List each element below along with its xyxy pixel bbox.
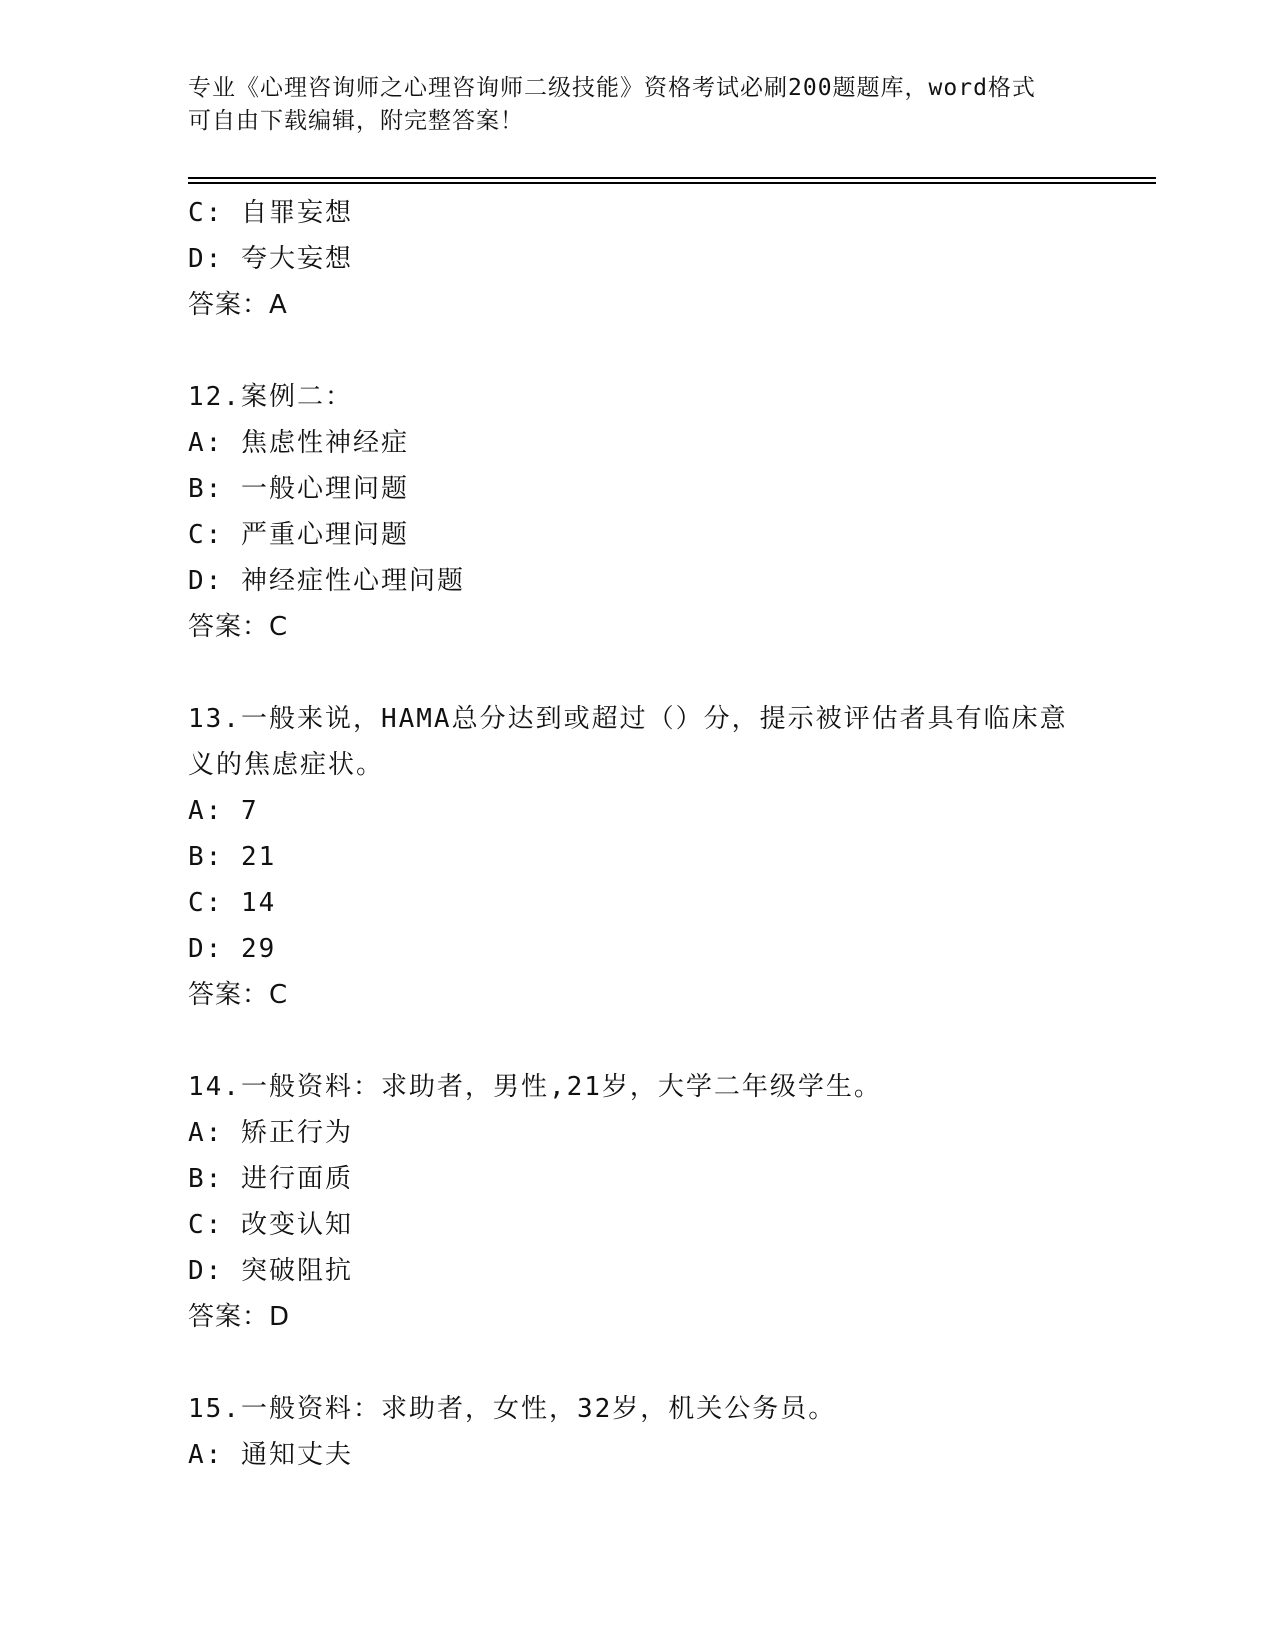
- question-13-stem-cont: 义的焦虑症状。: [188, 750, 385, 780]
- question-14-stem: 14.一般资料：求助者，男性,21岁，大学二年级学生。: [188, 1072, 882, 1102]
- answer-line: 答案：D: [188, 1302, 291, 1332]
- option-a: A: 矫正行为: [188, 1118, 353, 1148]
- answer-line: 答案：C: [188, 980, 289, 1010]
- spacer: [188, 650, 1088, 696]
- header-divider-top: [188, 177, 1156, 179]
- option-b: B: 21: [188, 842, 277, 872]
- option-b: B: 进行面质: [188, 1164, 353, 1194]
- answer-line: 答案：A: [188, 290, 288, 320]
- header-line-2: 可自由下载编辑，附完整答案！: [188, 108, 524, 134]
- spacer: [188, 328, 1088, 374]
- spacer: [188, 1018, 1088, 1064]
- option-c: C: 14: [188, 888, 277, 918]
- option-c: C: 改变认知: [188, 1210, 353, 1240]
- option-a: A: 焦虑性神经症: [188, 428, 409, 458]
- option-d: D: 突破阻抗: [188, 1256, 353, 1286]
- option-b: B: 一般心理问题: [188, 474, 409, 504]
- answer-line: 答案：C: [188, 612, 289, 642]
- document-header: [188, 72, 1088, 138]
- option-d: D: 29: [188, 934, 277, 964]
- option-c: C: 自罪妄想: [188, 198, 353, 228]
- header-line-1: 专业《心理咨询师之心理咨询师二级技能》资格考试必刷200题题库，word格式: [188, 75, 1036, 101]
- question-12-stem: 12.案例二：: [188, 382, 353, 412]
- option-c: C: 严重心理问题: [188, 520, 409, 550]
- header-divider-bottom: [188, 182, 1156, 184]
- option-d: D: 神经症性心理问题: [188, 566, 465, 596]
- option-d: D: 夸大妄想: [188, 244, 353, 274]
- option-a: A: 通知丈夫: [188, 1440, 353, 1470]
- spacer: [188, 1340, 1088, 1386]
- option-a: A: 7: [188, 796, 259, 826]
- question-list: [188, 190, 1088, 1478]
- question-15-stem: 15.一般资料：求助者，女性，32岁，机关公务员。: [188, 1394, 837, 1424]
- question-13-stem: 13.一般来说，HAMA总分达到或超过（）分，提示被评估者具有临床意: [188, 704, 1068, 734]
